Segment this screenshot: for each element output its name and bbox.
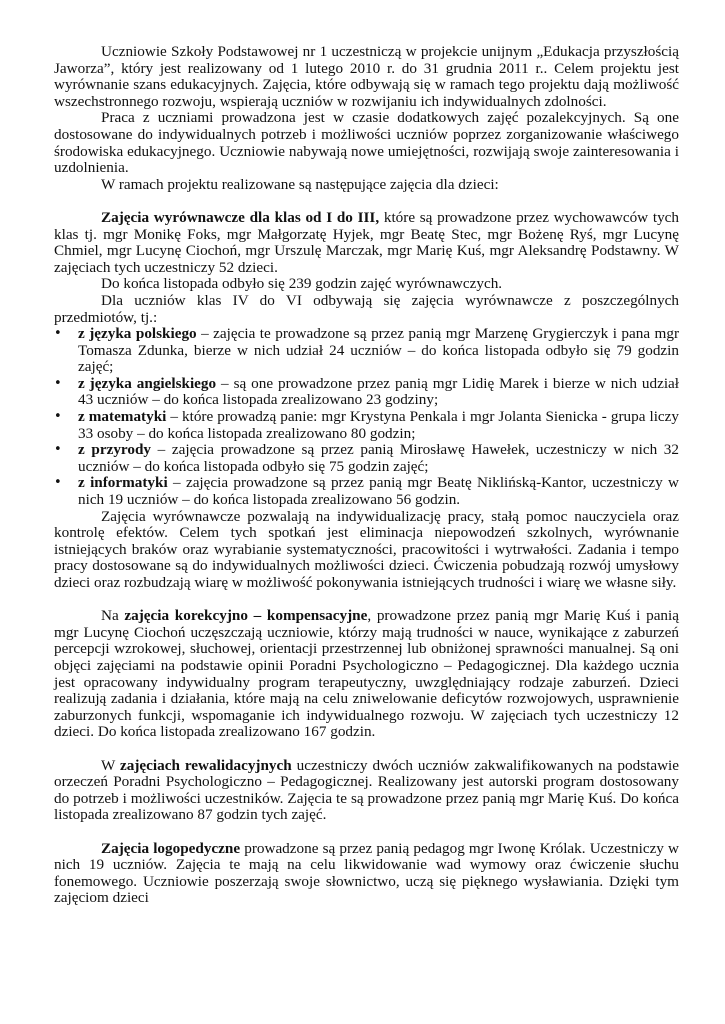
text: – zajęcia prowadzone są przez panią mgr Beatę Niklińską-Kantor, uczestniczy w nich 19 uczniów – do końca listopada zrealizowano 56 godzin. (78, 474, 679, 509)
text: W ramach projektu realizowane są następujące zajęcia dla dzieci: (101, 175, 499, 193)
bold-heading: zajęciach rewalidacyjnych (120, 756, 292, 774)
text: Uczniowie Szkoły Podstawowej nr 1 uczestniczą w projekcie unijnym „Edukacja przyszłością Jaworza”, który jest realizowany od 1 lutego 2010 r. do 31 grudnia 2011 r.. Celem projektu jest wyrównanie szans edukacyjnych. Zajęcia, które odbywają się w ramach tego projektu dają możliwość wszechstronnego rozwoju, wspierają uczniów w rozwijaniu ich indywidualnych zdolności. (54, 43, 679, 110)
document-page (54, 44, 679, 907)
text: – które prowadzą panie: mgr Krystyna Penkala i mgr Jolanta Sienicka - grupa liczy 33 osoby – do końca listopada zrealizowano 80 godzin; (78, 408, 679, 442)
text: uczestniczy dwóch uczniów zakwalifikowanych na podstawie orzeczeń Poradni Psychologiczno – Pedagogicznej. Realizowany jest autorski program dostosowany do potrzeb i możliwości uczestników. Zajęcia te są prowadzone przez panią mgr Marię Kuś. Do końca listopada zrealizowano 87 godzin tych zajęć. (54, 756, 680, 824)
text: Na (101, 607, 125, 625)
paragraph-remedial-hours (54, 276, 679, 293)
paragraph-extracurricular (54, 110, 679, 176)
paragraph-activities-intro (54, 177, 679, 194)
paragraph-corrective-compensatory (54, 608, 679, 741)
bullet-icon: • (54, 326, 62, 342)
text: Dla uczniów klas IV do VI odbywają się zajęcia wyrównawcze z poszczególnych przedmiotów, tj.: (54, 291, 679, 326)
paragraph-remedial-benefits (54, 509, 679, 592)
paragraph-project-intro (54, 44, 679, 110)
list-item-informatics (54, 475, 679, 508)
bold-subject: z informatyki (78, 474, 168, 492)
bullet-icon: • (54, 442, 62, 458)
spacer (54, 824, 679, 841)
list-item-polish (54, 326, 679, 376)
text: , prowadzone przez panią mgr Marię Kuś i panią mgr Lucynę Ciochoń uczęszczają uczniowie, którzy mają trudności w nauce, wynikające z zaburzeń percepcji wzrokowej, słuchowej, orientacji przestrzennej lub obniżonej sprawności manualnej. Są oni objęci zajęciami na podstawie opinii Poradni Psychologiczno – Pedagogicznej. Dla każdego ucznia jest opracowany indywidualny program terapeutyczny, uwzględniający rodzaje zaburzeń. Dzieci realizują zadania i działania, które mają na celu zniwelowanie deficytów rozwojowych, usprawnienie zaburzonych funkcji, wspomaganie ich indywidualnego rozwoju. W zajęciach tych uczestniczy 12 dzieci. Do końca listopada zrealizowano 167 godzin. (54, 607, 679, 741)
paragraph-remedial-grades-4-6 (54, 293, 679, 326)
spacer (54, 592, 679, 609)
text: – zajęcia te prowadzone są przez panią mgr Marzenę Grygierczyk i pana mgr Tomasza Zdunka, bierze w nich udział 24 uczniów – do końca listopada odbyło się 79 godzin zajęć; (78, 325, 679, 376)
bold-subject: z języka angielskiego (78, 374, 217, 392)
list-item-math (54, 409, 679, 442)
text: Zajęcia wyrównawcze pozwalają na indywidualizację pracy, stałą pomoc nauczyciela oraz kontrolę efektów. Celem tych spotkań jest eliminacja niepowodzeń szkolnych, wyrównanie istniejących braków oraz wyrabianie systematyczności, pracowitości i wytrwałości. Zadania i tempo pracy dostosowane są do indywidualnych możliwości dzieci. Ćwiczenia pobudzają rozwój umysłowy dzieci oraz rozbudzają wiarę w możliwość pokonywania istniejących trudności i wiarę we własne siły. (54, 507, 679, 591)
bold-subject: z matematyki (78, 408, 167, 426)
bold-heading: Zajęcia logopedyczne (101, 839, 241, 857)
text: – są one prowadzone przez panią mgr Lidię Marek i bierze w nich udział 43 uczniów – do końca listopada zrealizowano 23 godziny; (78, 374, 679, 409)
list-item-english (54, 376, 679, 409)
text: Praca z uczniami prowadzona jest w czasie dodatkowych zajęć pozalekcyjnych. Są one dostosowane do indywidualnych potrzeb i możliwości uczniów poprzez zorganizowanie właściwego środowiska edukacyjnego. Uczniowie nabywają nowe umiejętności, rozwijają swoje zainteresowania i uzdolnienia. (54, 109, 679, 177)
bullet-icon: • (54, 409, 62, 425)
subject-list (54, 326, 679, 509)
bold-subject: z języka polskiego (78, 325, 197, 343)
text: W (101, 756, 121, 774)
list-item-science (54, 442, 679, 475)
paragraph-remedial-grades-1-3 (54, 210, 679, 276)
spacer (54, 193, 679, 210)
text: które są prowadzone przez wychowawców tych klas tj. mgr Monikę Foks, mgr Małgorzatę Hyjek, mgr Beatę Stec, mgr Bożenę Ryś, mgr Lucynę Chmiel, mgr Lucynę Ciochoń, mgr Urszulę Marczak, mgr Marię Kuś, mgr Aleksandrę Podstawny. W zajęciach tych uczestniczy 52 dzieci. (54, 208, 679, 276)
bold-subject: z przyrody (78, 441, 152, 459)
bold-heading: zajęcia korekcyjno – kompensacyjne (124, 607, 368, 625)
text: prowadzone są przez panią pedagog mgr Iwonę Królak. Uczestniczy w nich 19 uczniów. Zajęcia te mają na celu likwidowanie wad wymowy oraz ćwiczenie słuchu fonemowego. Uczniowie poszerzają swoje słownictwo, uczą się pięknego wysławiania. Dzięki tym zajęciom dzieci (54, 839, 679, 907)
bullet-icon: • (54, 375, 62, 391)
spacer (54, 741, 679, 758)
bold-heading: Zajęcia wyrównawcze dla klas od I do III, (101, 208, 380, 226)
bullet-icon: • (54, 475, 62, 491)
text: – zajęcia prowadzone są przez panią Mirosławę Hawełek, uczestniczy w nich 32 uczniów – do końca listopada odbyło się 75 godzin zajęć; (78, 441, 679, 475)
paragraph-revalidation (54, 758, 679, 824)
paragraph-speech-therapy (54, 841, 679, 907)
text: Do końca listopada odbyło się 239 godzin zajęć wyrównawczych. (101, 275, 503, 293)
